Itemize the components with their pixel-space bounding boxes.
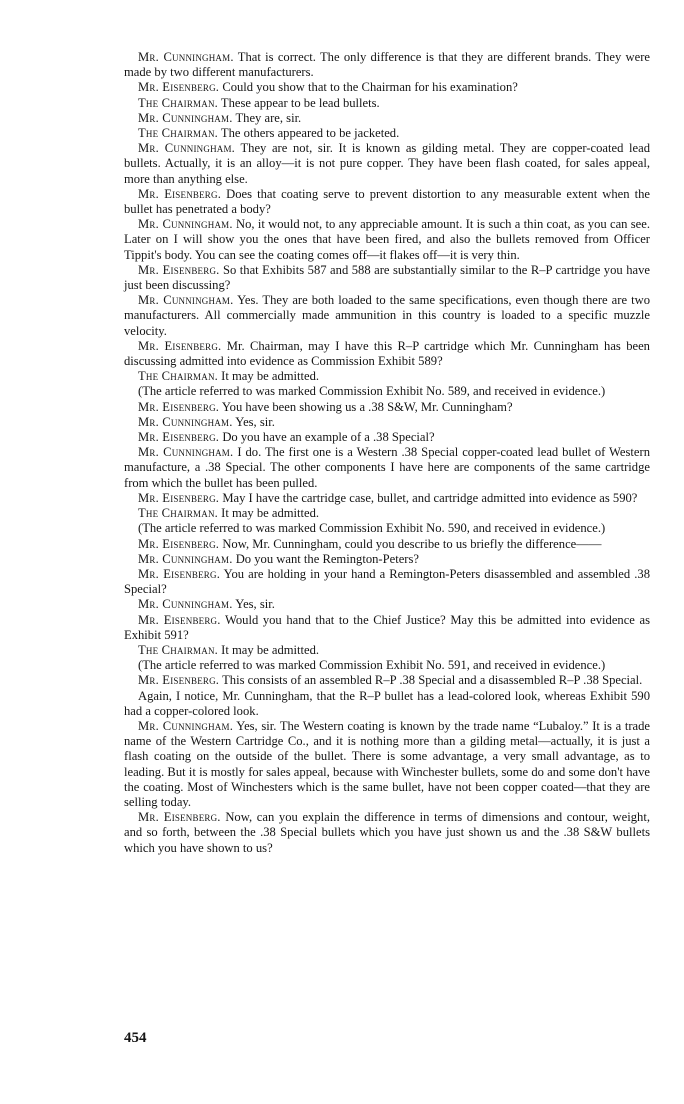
paragraph-text: Do you want the Remington-Peters? — [235, 551, 419, 566]
speaker-name: Mr. Cunningham. — [138, 293, 234, 308]
speaker-name: Mr. Eisenberg. — [138, 186, 222, 201]
speaker-name: Mr. Cunningham. — [138, 445, 234, 460]
paragraph-text: Yes, sir. The Western coating is known by the trade name “Lubaloy.” It is a trade name of the Western Cartridge Co., and it is nothing more than a gilding metal—actually, it is just a flash coating on the outside of the bullet. There is some advantage, a very small advantage, as to leading. But it is mostly for sales appeal, because with Winchester bullets, some do and some don't have the coating. Most of Winchesters which is the same bullet, have not been copper coated—that they are selling today. — [124, 718, 650, 809]
speaker-name: The Chairman. — [138, 642, 218, 657]
paragraph-text: It may be admitted. — [221, 642, 320, 657]
transcript-paragraph — [124, 445, 650, 491]
transcript-paragraph — [124, 96, 650, 111]
transcript-paragraph — [124, 658, 650, 673]
speaker-name: Mr. Eisenberg. — [138, 490, 220, 505]
transcript-paragraph — [124, 506, 650, 521]
transcript-paragraph — [124, 613, 650, 643]
paragraph-text: I do. The first one is a Western .38 Special copper-coated lead bullet of Western manufacture, a .38 Special. The other components I have here are components of the same cartridge from which the bullet has been pulled. — [124, 445, 650, 490]
speaker-name: Mr. Eisenberg. — [138, 262, 220, 277]
speaker-name: Mr. Eisenberg. — [138, 399, 220, 414]
transcript-paragraph — [124, 689, 650, 719]
transcript-paragraph — [124, 719, 650, 810]
transcript-paragraph — [124, 400, 650, 415]
transcript-paragraph — [124, 673, 650, 688]
paragraph-text: May I have the cartridge case, bullet, and cartridge admitted into evidence as 590? — [222, 490, 638, 505]
transcript-paragraph — [124, 293, 650, 339]
transcript-paragraph — [124, 415, 650, 430]
paragraph-text: Now, Mr. Cunningham, could you describe to us briefly the difference—— — [222, 536, 602, 551]
transcript-paragraph — [124, 491, 650, 506]
speaker-name: Mr. Eisenberg. — [138, 338, 222, 353]
transcript-paragraph — [124, 552, 650, 567]
paragraph-text: They are not, sir. It is known as gilding metal. They are copper-coated lead bullets. Actually, it is an alloy—it is not pure copper. They have been flash coated, for sales appeal, more than anything else. — [124, 141, 651, 186]
speaker-name: Mr. Eisenberg. — [138, 566, 221, 581]
speaker-name: The Chairman. — [138, 369, 218, 384]
page-number: 454 — [124, 1030, 147, 1046]
paragraph-text: The others appeared to be jacketed. — [220, 126, 400, 141]
transcript-paragraph — [124, 597, 650, 612]
paragraph-text: These appear to be lead bullets. — [220, 95, 380, 110]
transcript-paragraph — [124, 567, 650, 597]
paragraph-text: It may be admitted. — [221, 369, 320, 384]
paragraph-text: Yes, sir. — [235, 597, 275, 612]
speaker-name: Mr. Eisenberg. — [138, 80, 220, 95]
transcript-paragraph — [124, 80, 650, 95]
paragraph-text: They are, sir. — [235, 110, 302, 125]
transcript-paragraph — [124, 369, 650, 384]
transcript-paragraph — [124, 111, 650, 126]
paragraph-text: You are holding in your hand a Remington-Peters disassembled and assembled .38 Special? — [124, 566, 650, 597]
speaker-name: Mr. Cunningham. — [138, 551, 233, 566]
speaker-name: Mr. Cunningham. — [138, 110, 233, 125]
paragraph-text: Yes. They are both loaded to the same specifications, even though there are two manufacturers. All commercially made ammunition in this country is loaded to a specific muzzle velocity. — [124, 293, 651, 338]
speaker-name: Mr. Cunningham. — [138, 718, 234, 733]
paragraph-text: (The article referred to was marked Commission Exhibit No. 589, and received in evidence.) — [138, 384, 606, 399]
transcript-body — [124, 50, 650, 856]
paragraph-text: Would you hand that to the Chief Justice? May this be admitted into evidence as Exhibit 591? — [124, 612, 650, 642]
paragraph-text: This consists of an assembled R–P .38 Special and a disassembled R–P .38 Special. — [222, 673, 643, 688]
speaker-name: Mr. Cunningham. — [138, 217, 233, 232]
speaker-name: Mr. Cunningham. — [138, 141, 236, 156]
paragraph-text: (The article referred to was marked Commission Exhibit No. 590, and received in evidence.) — [138, 521, 606, 536]
transcript-paragraph — [124, 384, 650, 399]
speaker-name: Mr. Eisenberg. — [138, 810, 221, 825]
speaker-name: Mr. Eisenberg. — [138, 536, 220, 551]
paragraph-text: You have been showing us a .38 S&W, Mr. Cunningham? — [221, 399, 513, 414]
paragraph-text: Now, can you explain the difference in terms of dimensions and contour, weight, and so forth, between the .38 Special bullets which you have just shown us and the .38 S&W bullets which you have shown to us? — [124, 810, 650, 855]
transcript-paragraph — [124, 521, 650, 536]
paragraph-text: No, it would not, to any appreciable amount. It is such a thin coat, as you can see. Later on I will show you the ones that have been fired, and also the bullets removed from Officer Tippit's body. You can see the coating comes off—it flakes off—it is very thin. — [124, 217, 650, 262]
transcript-paragraph — [124, 187, 650, 217]
transcript-paragraph — [124, 810, 650, 856]
paragraph-text: Do you have an example of a .38 Special? — [222, 430, 435, 445]
speaker-name: Mr. Eisenberg. — [138, 430, 220, 445]
paragraph-text: That is correct. The only difference is that they are different brands. They were made by two different manufacturers. — [124, 50, 650, 80]
transcript-paragraph — [124, 141, 650, 187]
speaker-name: Mr. Cunningham. — [138, 597, 233, 612]
transcript-paragraph — [124, 643, 650, 658]
transcript-paragraph — [124, 126, 650, 141]
speaker-name: Mr. Cunningham. — [138, 50, 234, 64]
transcript-paragraph — [124, 339, 650, 369]
paragraph-text: It may be admitted. — [221, 506, 320, 521]
transcript-paragraph — [124, 50, 650, 80]
transcript-paragraph — [124, 537, 650, 552]
paragraph-text: Again, I notice, Mr. Cunningham, that the R–P bullet has a lead-colored look, whereas Exhibit 590 had a copper-colored look. — [124, 688, 650, 718]
speaker-name: The Chairman. — [138, 126, 218, 141]
transcript-paragraph — [124, 430, 650, 445]
speaker-name: Mr. Eisenberg. — [138, 673, 220, 688]
paragraph-text: So that Exhibits 587 and 588 are substantially similar to the R–P cartridge you have just been discussing? — [124, 262, 650, 293]
speaker-name: Mr. Eisenberg. — [138, 612, 221, 627]
transcript-paragraph — [124, 263, 650, 293]
paragraph-text: (The article referred to was marked Commission Exhibit No. 591, and received in evidence.) — [138, 658, 606, 673]
paragraph-text: Could you show that to the Chairman for his examination? — [222, 80, 518, 95]
paragraph-text: Mr. Chairman, may I have this R–P cartridge which Mr. Cunningham has been discussing admitted into evidence as Commission Exhibit 589? — [124, 338, 650, 369]
speaker-name: Mr. Cunningham. — [138, 414, 233, 429]
paragraph-text: Yes, sir. — [235, 414, 275, 429]
speaker-name: The Chairman. — [138, 506, 218, 521]
speaker-name: The Chairman. — [138, 95, 218, 110]
transcript-paragraph — [124, 217, 650, 263]
paragraph-text: Does that coating serve to prevent distortion to any measurable extent when the bullet has penetrated a body? — [124, 186, 650, 217]
